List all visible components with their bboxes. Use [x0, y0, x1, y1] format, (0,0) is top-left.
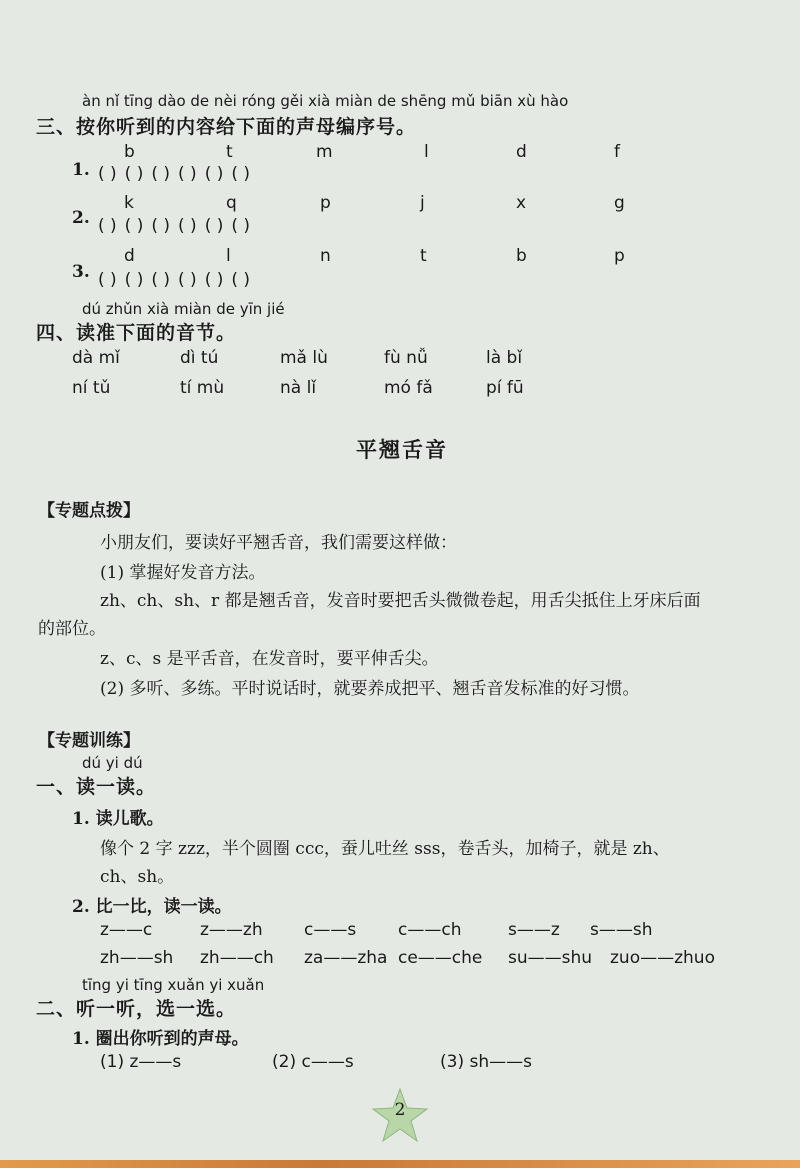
- page-number: 2: [394, 1100, 406, 1120]
- training-item1: 1. 读儿歌。: [72, 809, 164, 829]
- syllable: là bǐ: [486, 348, 523, 368]
- letter: x: [516, 193, 527, 213]
- pair: za——zha: [304, 948, 388, 968]
- pair: s——z: [508, 920, 560, 940]
- tips-line: zh、ch、sh、r 都是翘舌音，发音时要把舌头微微卷起，用舌尖抵住上牙床后面: [100, 591, 701, 611]
- letter: f: [614, 142, 620, 162]
- letter: q: [226, 193, 237, 213]
- blank[interactable]: ( ): [178, 270, 197, 290]
- letter: d: [124, 246, 135, 266]
- syllable: fù nǚ: [384, 348, 428, 368]
- blank[interactable]: ( ): [124, 164, 144, 184]
- syllable: dì tú: [180, 348, 219, 368]
- blank[interactable]: ( ): [204, 164, 224, 184]
- topic-title: 平翘舌音: [356, 437, 448, 462]
- sec3-pinyin: àn nǐ tīng dào de nèi róng gěi xià miàn de shēng mǔ biān xù hào: [82, 92, 569, 110]
- letter: b: [124, 142, 135, 162]
- pair: c——ch: [398, 920, 462, 940]
- blank[interactable]: ( ): [231, 270, 251, 290]
- sec2-item1: 1. 圈出你听到的声母。: [72, 1029, 249, 1049]
- blank[interactable]: ( ): [98, 270, 117, 290]
- pair: z——zh: [200, 920, 263, 940]
- letter: p: [320, 193, 331, 213]
- syllable: dà mǐ: [72, 348, 120, 368]
- pair: zh——sh: [100, 948, 174, 968]
- pair: c——s: [304, 920, 357, 940]
- sec3-row2-blanks[interactable]: [98, 216, 258, 236]
- sec2-heading: 二、听一听，选一选。: [36, 998, 237, 1020]
- letter: t: [420, 246, 427, 266]
- blank[interactable]: ( ): [231, 164, 251, 184]
- blank[interactable]: ( ): [124, 216, 144, 236]
- syllable: nà lǐ: [280, 378, 317, 398]
- sec3-row3-blanks[interactable]: [98, 270, 258, 290]
- letter: j: [420, 193, 425, 213]
- tips-line: 的部位。: [38, 619, 106, 639]
- tips-line: z、c、s 是平舌音，在发音时，要平伸舌尖。: [100, 649, 439, 669]
- tips-line: (1) 掌握好发音方法。: [100, 563, 266, 583]
- tips-label: 【专题点拨】: [38, 501, 140, 521]
- letter: g: [614, 193, 625, 213]
- sec4-heading: 四、读准下面的音节。: [36, 322, 237, 344]
- blank[interactable]: ( ): [178, 164, 197, 184]
- song-line: ch、sh。: [100, 867, 175, 887]
- sec3-row2-num: 2.: [72, 208, 90, 228]
- sec3-row1-blanks[interactable]: [98, 164, 258, 184]
- letter: k: [124, 193, 134, 213]
- syllable: mó fǎ: [384, 378, 433, 398]
- training-item2: 2. 比一比，读一读。: [72, 897, 232, 917]
- training-pinyin: dú yi dú: [82, 754, 143, 772]
- pair: zh——ch: [200, 948, 274, 968]
- blank[interactable]: ( ): [151, 164, 171, 184]
- tips-line: (2) 多听、多练。平时说话时，就要养成把平、翘舌音发标准的好习惯。: [100, 679, 640, 699]
- pair: ce——che: [398, 948, 483, 968]
- letter: l: [226, 246, 231, 266]
- pair: zuo——zhuo: [610, 948, 715, 968]
- blank[interactable]: ( ): [124, 270, 144, 290]
- blank[interactable]: ( ): [178, 216, 197, 236]
- syllable: mǎ lù: [280, 348, 328, 368]
- bottom-edge-strip: [0, 1160, 800, 1168]
- sec3-heading: 三、按你听到的内容给下面的声母编序号。: [36, 116, 417, 138]
- pair: s——sh: [590, 920, 653, 940]
- letter: p: [614, 246, 625, 266]
- syllable: pí fū: [486, 378, 524, 398]
- choice[interactable]: (2) c——s: [272, 1052, 354, 1072]
- blank[interactable]: ( ): [204, 216, 224, 236]
- song-line: 像个 2 字 zzz，半个圆圈 ccc，蚕儿吐丝 sss，卷舌头，加椅子，就是 zh、: [100, 839, 670, 859]
- letter: l: [424, 142, 429, 162]
- tips-line: 小朋友们，要读好平翘舌音，我们需要这样做：: [100, 533, 457, 553]
- choice[interactable]: (3) sh——s: [440, 1052, 532, 1072]
- sec4-pinyin: dú zhǔn xià miàn de yīn jié: [82, 300, 285, 318]
- blank[interactable]: ( ): [151, 270, 171, 290]
- letter: t: [226, 142, 233, 162]
- sec2-pinyin: tīng yi tīng xuǎn yi xuǎn: [82, 976, 265, 994]
- blank[interactable]: ( ): [231, 216, 251, 236]
- sec3-row1-num: 1.: [72, 160, 90, 180]
- blank[interactable]: ( ): [151, 216, 171, 236]
- training-heading: 一、读一读。: [36, 776, 157, 798]
- letter: b: [516, 246, 527, 266]
- syllable: ní tǔ: [72, 378, 111, 398]
- syllable: tí mù: [180, 378, 225, 398]
- letter: d: [516, 142, 527, 162]
- sec3-row3-num: 3.: [72, 262, 90, 282]
- letter: n: [320, 246, 331, 266]
- pair: z——c: [100, 920, 153, 940]
- blank[interactable]: ( ): [204, 270, 224, 290]
- pair: su——shu: [508, 948, 593, 968]
- letter: m: [316, 142, 333, 162]
- blank[interactable]: ( ): [98, 164, 117, 184]
- choice[interactable]: (1) z——s: [100, 1052, 182, 1072]
- training-label: 【专题训练】: [38, 731, 140, 751]
- blank[interactable]: ( ): [98, 216, 117, 236]
